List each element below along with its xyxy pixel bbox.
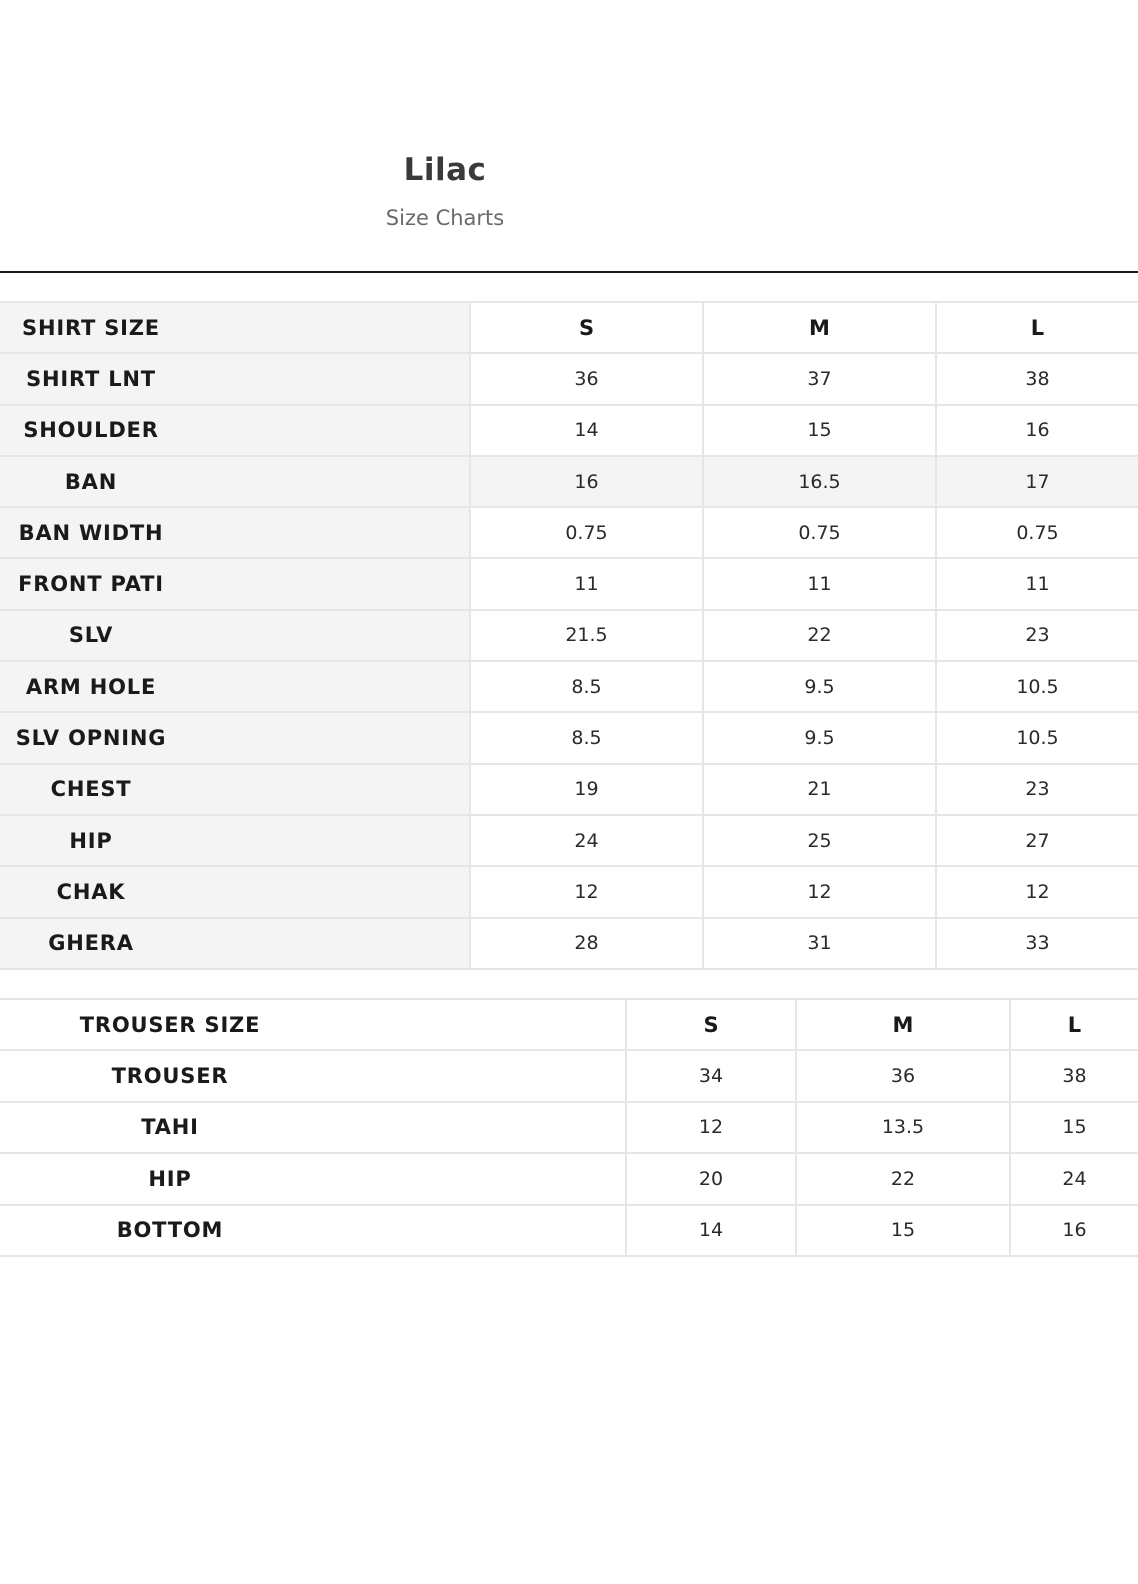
table-cell: 9.5 xyxy=(703,661,936,712)
table-cell: 22 xyxy=(796,1153,1010,1204)
table-cell: 15 xyxy=(796,1205,1010,1256)
row-label: CHAK xyxy=(0,866,470,917)
table-cell: 14 xyxy=(626,1205,796,1256)
table-cell: 16 xyxy=(936,405,1138,456)
row-label: SLV OPNING xyxy=(0,712,470,763)
header-cell: M xyxy=(796,999,1010,1050)
header-divider xyxy=(0,271,1138,273)
table-cell: 11 xyxy=(936,558,1138,609)
table-cell: 12 xyxy=(703,866,936,917)
table-cell: 11 xyxy=(703,558,936,609)
page-header xyxy=(0,0,1138,274)
table-cell: 38 xyxy=(1010,1050,1138,1101)
table-cell: 16.5 xyxy=(703,456,936,507)
table-cell: 34 xyxy=(626,1050,796,1101)
row-label: TAHI xyxy=(0,1102,626,1153)
row-label: BOTTOM xyxy=(0,1205,626,1256)
table-cell: 36 xyxy=(470,353,703,404)
table-cell: 9.5 xyxy=(703,712,936,763)
table-cell: 15 xyxy=(703,405,936,456)
table-row xyxy=(0,866,1138,917)
table-row xyxy=(0,1050,1138,1101)
row-label: ARM HOLE xyxy=(0,661,470,712)
table-cell: 0.75 xyxy=(703,507,936,558)
table-cell: 10.5 xyxy=(936,661,1138,712)
table-cell: 16 xyxy=(1010,1205,1138,1256)
table-cell: 31 xyxy=(703,918,936,969)
row-label: CHEST xyxy=(0,764,470,815)
table-cell: 14 xyxy=(470,405,703,456)
table-header-row xyxy=(0,999,1138,1050)
shirt-size-table xyxy=(0,301,1138,970)
row-label: GHERA xyxy=(0,918,470,969)
table-cell: 12 xyxy=(936,866,1138,917)
header-cell: S xyxy=(470,302,703,353)
table-cell: 38 xyxy=(936,353,1138,404)
table-row xyxy=(0,712,1138,763)
table-header-row xyxy=(0,302,1138,353)
table-cell: 27 xyxy=(936,815,1138,866)
table-cell: 21.5 xyxy=(470,610,703,661)
table-cell: 24 xyxy=(470,815,703,866)
table-cell: 17 xyxy=(936,456,1138,507)
table-row xyxy=(0,764,1138,815)
table-row xyxy=(0,1205,1138,1256)
page-subtitle: Size Charts xyxy=(385,206,505,230)
table-cell: 11 xyxy=(470,558,703,609)
row-label: FRONT PATI xyxy=(0,558,470,609)
row-label: SHIRT LNT xyxy=(0,353,470,404)
header-cell: L xyxy=(936,302,1138,353)
table-cell: 28 xyxy=(470,918,703,969)
header-cell: SHIRT SIZE xyxy=(0,302,470,353)
table-row xyxy=(0,1153,1138,1204)
row-label: SLV xyxy=(0,610,470,661)
table-cell: 19 xyxy=(470,764,703,815)
table-cell: 36 xyxy=(796,1050,1010,1101)
table-cell: 20 xyxy=(626,1153,796,1204)
table-cell: 8.5 xyxy=(470,712,703,763)
table-row xyxy=(0,661,1138,712)
page-title: Lilac xyxy=(403,152,487,188)
header-cell: L xyxy=(1010,999,1138,1050)
row-label: HIP xyxy=(0,1153,626,1204)
table-cell: 0.75 xyxy=(470,507,703,558)
table-row xyxy=(0,815,1138,866)
trouser-size-table xyxy=(0,998,1138,1257)
table-cell: 24 xyxy=(1010,1153,1138,1204)
table-cell: 16 xyxy=(470,456,703,507)
row-label: BAN WIDTH xyxy=(0,507,470,558)
table-cell: 23 xyxy=(936,764,1138,815)
table-cell: 33 xyxy=(936,918,1138,969)
table-cell: 23 xyxy=(936,610,1138,661)
row-label: TROUSER xyxy=(0,1050,626,1101)
table-cell: 22 xyxy=(703,610,936,661)
table-row xyxy=(0,405,1138,456)
row-label: BAN xyxy=(0,456,470,507)
table-cell: 12 xyxy=(626,1102,796,1153)
table-row xyxy=(0,353,1138,404)
row-label: SHOULDER xyxy=(0,405,470,456)
table-cell: 0.75 xyxy=(936,507,1138,558)
row-label: HIP xyxy=(0,815,470,866)
table-cell: 21 xyxy=(703,764,936,815)
table-cell: 8.5 xyxy=(470,661,703,712)
header-cell: M xyxy=(703,302,936,353)
table-row xyxy=(0,918,1138,969)
header-cell: S xyxy=(626,999,796,1050)
table-row xyxy=(0,1102,1138,1153)
table-cell: 10.5 xyxy=(936,712,1138,763)
table-cell: 25 xyxy=(703,815,936,866)
header-cell: TROUSER SIZE xyxy=(0,999,626,1050)
table-cell: 12 xyxy=(470,866,703,917)
table-row xyxy=(0,558,1138,609)
table-row xyxy=(0,610,1138,661)
table-cell: 37 xyxy=(703,353,936,404)
table-row xyxy=(0,456,1138,507)
table-cell: 13.5 xyxy=(796,1102,1010,1153)
table-row xyxy=(0,507,1138,558)
table-cell: 15 xyxy=(1010,1102,1138,1153)
